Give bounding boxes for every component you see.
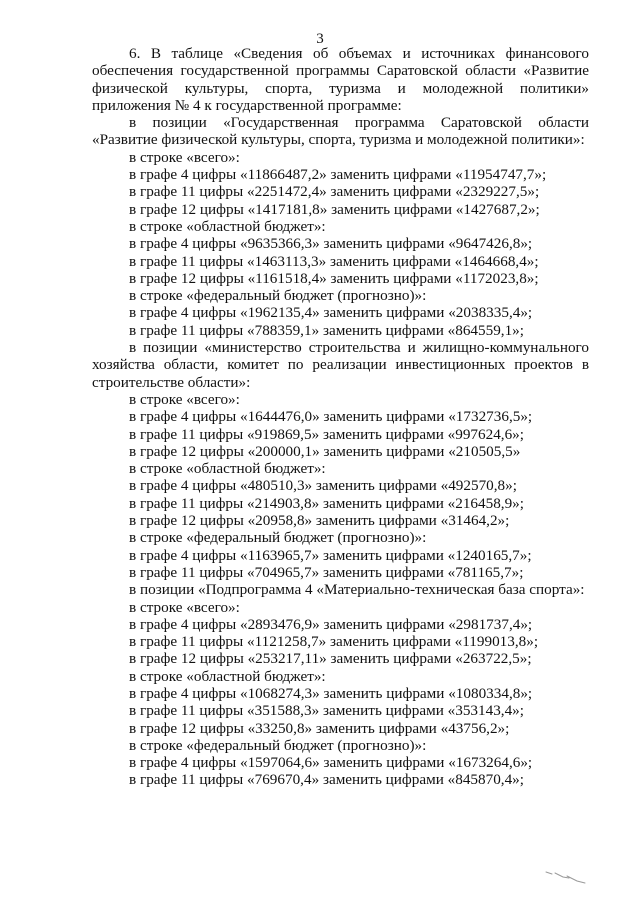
- list-line: в строке «федеральный бюджет (прогнозно)»:: [129, 287, 427, 305]
- list-line: в графе 11 цифры «1463113,3» заменить цифрами «1464668,4»;: [129, 252, 539, 270]
- handwritten-mark: [543, 866, 591, 886]
- page-number: 3: [316, 31, 324, 47]
- list-line: в графе 4 цифры «9635366,3» заменить цифрами «9647426,8»;: [129, 235, 533, 253]
- list-line: в графе 4 цифры «1068274,3» заменить цифрами «1080334,8»;: [129, 684, 533, 702]
- paragraph: 6. В таблице «Сведения об объемах и источниках финансового обеспечения государственной программы Саратовской области «Развитие физической культуры, спорта, туризма и молодежной политики» приложения № 4 к государственной программе:: [92, 45, 589, 114]
- list-line: в графе 11 цифры «351588,3» заменить цифрами «353143,4»;: [129, 702, 524, 720]
- list-line: в графе 12 цифры «20958,8» заменить цифрами «31464,2»;: [129, 512, 510, 530]
- list-line: в графе 4 цифры «11866487,2» заменить цифрами «11954747,7»;: [129, 166, 547, 184]
- list-line: в графе 4 цифры «480510,3» заменить цифрами «492570,8»;: [129, 477, 517, 495]
- list-line: в строке «федеральный бюджет (прогнозно)»:: [129, 736, 427, 754]
- list-line: в графе 12 цифры «33250,8» заменить цифрами «43756,2»;: [129, 719, 510, 737]
- document-body: [92, 45, 589, 789]
- list-line: в графе 4 цифры «1644476,0» заменить цифрами «1732736,5»;: [129, 408, 533, 426]
- list-line: в графе 11 цифры «2251472,4» заменить цифрами «2329227,5»;: [129, 183, 540, 201]
- list-line: в графе 11 цифры «214903,8» заменить цифрами «216458,9»;: [129, 494, 524, 512]
- list-line: в графе 4 цифры «1163965,7» заменить цифрами «1240165,7»;: [129, 546, 532, 564]
- paragraph: в позиции «министерство строительства и жилищно-коммунального хозяйства области, комитет по реализации инвестиционных проектов в строительстве области»:: [92, 339, 589, 391]
- list-line: в графе 12 цифры «1417181,8» заменить цифрами «1427687,2»;: [129, 200, 540, 218]
- list-line: в строке «областной бюджет»:: [129, 217, 326, 235]
- list-line: в графе 12 цифры «1161518,4» заменить цифрами «1172023,8»;: [129, 269, 539, 287]
- list-line: в строке «всего»:: [129, 390, 240, 408]
- list-line: в строке «областной бюджет»:: [129, 667, 326, 685]
- list-line: в графе 11 цифры «788359,1» заменить цифрами «864559,1»;: [129, 321, 524, 339]
- list-line: в графе 11 цифры «769670,4» заменить цифрами «845870,4»;: [129, 771, 524, 789]
- list-line: в графе 12 цифры «253217,11» заменить цифрами «263722,5»;: [129, 650, 532, 668]
- list-line: в графе 11 цифры «1121258,7» заменить цифрами «1199013,8»;: [129, 633, 539, 651]
- list-line: в позиции «Подпрограмма 4 «Материально-техническая база спорта»:: [129, 581, 585, 599]
- list-line: в строке «всего»:: [129, 148, 240, 166]
- list-line: в графе 4 цифры «1962135,4» заменить цифрами «2038335,4»;: [129, 304, 533, 322]
- list-line: в графе 4 цифры «2893476,9» заменить цифрами «2981737,4»;: [129, 615, 533, 633]
- list-line: в графе 4 цифры «1597064,6» заменить цифрами «1673264,6»;: [129, 754, 533, 772]
- list-line: в строке «областной бюджет»:: [129, 460, 326, 478]
- list-line: в строке «федеральный бюджет (прогнозно)»:: [129, 529, 427, 547]
- list-line: в графе 11 цифры «919869,5» заменить цифрами «997624,6»;: [129, 425, 524, 443]
- paragraph: в позиции «Государственная программа Саратовской области «Развитие физической культуры, спорта, туризма и молодежной политики»:: [92, 114, 589, 149]
- list-line: в графе 11 цифры «704965,7» заменить цифрами «781165,7»;: [129, 563, 524, 581]
- list-line: в графе 12 цифры «200000,1» заменить цифрами «210505,5»: [129, 442, 521, 460]
- list-line: в строке «всего»:: [129, 598, 240, 616]
